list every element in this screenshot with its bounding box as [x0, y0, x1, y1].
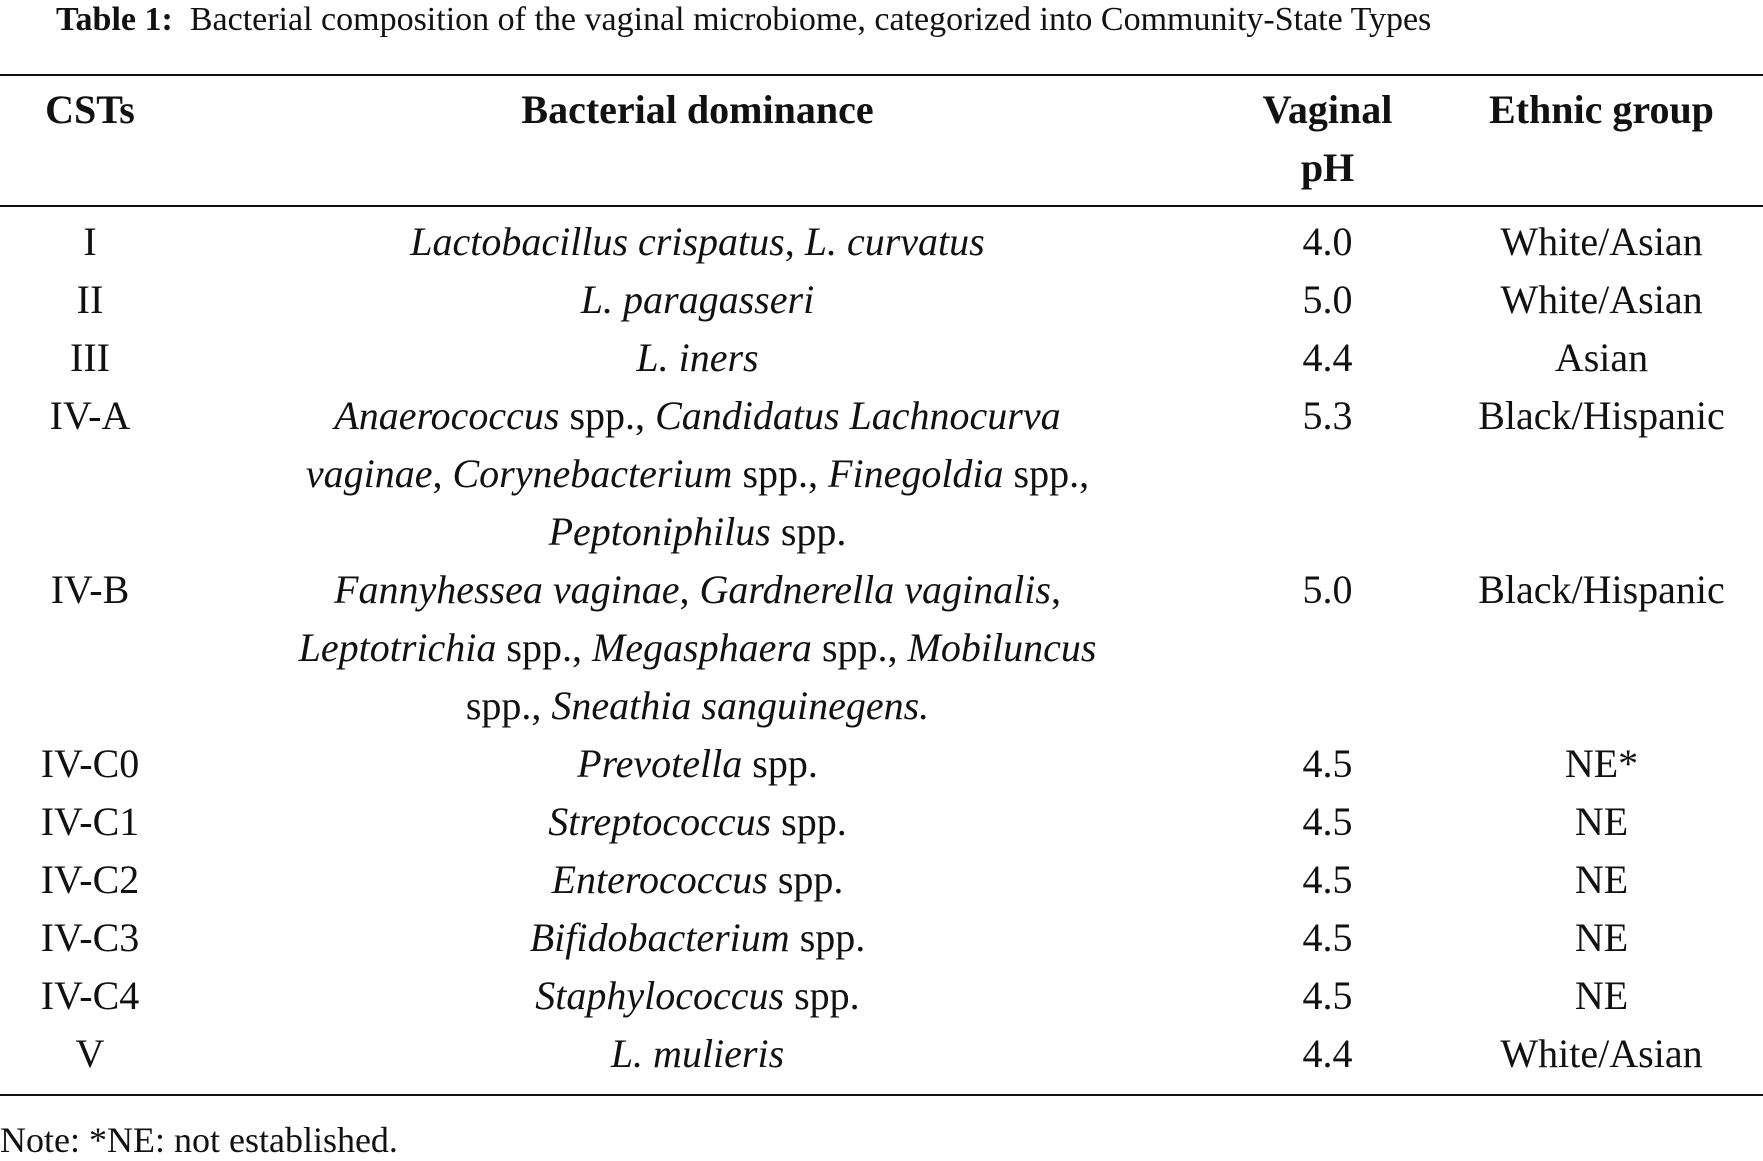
cell-vaginal-ph: 4.4: [1302, 1031, 1353, 1076]
table-row: [0, 205, 1763, 271]
table-row: [0, 329, 1763, 387]
cell-bacterial-dominance: [180, 205, 1215, 271]
table-row: [0, 909, 1763, 967]
taxon-name: Leptotrichia: [298, 625, 497, 670]
taxon-name: Fannyhessea vaginae: [334, 567, 680, 612]
cell-ethnic-group: White/Asian: [1500, 277, 1703, 322]
cell-ethnic-group: Asian: [1554, 335, 1649, 380]
table-row: [0, 793, 1763, 851]
taxon-separator: spp.: [767, 857, 844, 902]
taxon-name: Prevotella: [577, 741, 743, 786]
taxon-name: L. iners: [636, 335, 759, 380]
cell-cst: IV-B: [50, 567, 130, 612]
table-row: [0, 271, 1763, 329]
dominance-line: [180, 329, 1215, 387]
taxon-name: L. mulieris: [610, 1031, 785, 1076]
taxon-separator: ,: [432, 451, 453, 496]
table-caption-label: Table 1:: [56, 1, 173, 38]
cell-bacterial-dominance: [180, 851, 1215, 909]
table-row: [0, 851, 1763, 909]
cell-bacterial-dominance: [180, 793, 1215, 851]
cell-bacterial-dominance: [180, 329, 1215, 387]
table-row: [0, 387, 1763, 561]
cell-cst: IV-C3: [40, 915, 140, 960]
cell-cst: IV-C0: [40, 741, 140, 786]
cell-vaginal-ph: 4.5: [1302, 973, 1353, 1018]
cell-cst: IV-A: [49, 393, 131, 438]
taxon-name: Megasphaera: [591, 625, 812, 670]
taxon-name: vaginae: [305, 451, 433, 496]
cell-ethnic-group: NE: [1574, 799, 1629, 844]
cell-bacterial-dominance: [180, 1025, 1215, 1083]
header-csts: CSTs: [45, 87, 135, 132]
header-vaginal-ph-line1: Vaginal: [1262, 87, 1393, 132]
dominance-line: [180, 387, 1215, 445]
cell-vaginal-ph: 4.4: [1302, 335, 1353, 380]
table-row: [0, 1025, 1763, 1083]
dominance-line: [180, 619, 1215, 677]
cell-cst: V: [75, 1031, 105, 1076]
table-header-row: [0, 76, 1763, 205]
cell-vaginal-ph: 4.5: [1302, 799, 1353, 844]
cell-ethnic-group: Black/Hispanic: [1478, 567, 1725, 612]
taxon-name: Bifidobacterium: [529, 915, 790, 960]
taxon-separator: spp.: [770, 509, 847, 554]
taxon-separator: spp.,: [559, 393, 656, 438]
dominance-line: [180, 967, 1215, 1025]
taxon-name: Candidatus Lachnocurva: [655, 393, 1061, 438]
table-row: [0, 967, 1763, 1025]
taxon-separator: spp.: [771, 799, 847, 844]
taxon-name: Finegoldia: [828, 451, 1004, 496]
taxon-name: Lactobacillus crispatus: [410, 219, 785, 264]
table-bottom-rule: [0, 1094, 1763, 1096]
taxon-separator: spp.,: [496, 625, 592, 670]
cell-bacterial-dominance: [180, 967, 1215, 1025]
dominance-line: [180, 735, 1215, 793]
dominance-line: [180, 1025, 1215, 1083]
cell-ethnic-group: NE: [1574, 973, 1629, 1018]
taxon-name: Streptococcus: [548, 799, 772, 844]
cell-ethnic-group: NE*: [1564, 741, 1639, 786]
taxon-name: L. curvatus: [804, 219, 985, 264]
cell-cst: IV-C2: [40, 857, 140, 902]
cell-ethnic-group: Black/Hispanic: [1478, 393, 1725, 438]
cell-vaginal-ph: 4.5: [1302, 857, 1353, 902]
taxon-name: Mobiluncus: [907, 625, 1097, 670]
dominance-line: [180, 793, 1215, 851]
dominance-line: [180, 677, 1215, 735]
cell-cst: IV-C4: [40, 973, 140, 1018]
taxon-separator: spp.,: [732, 451, 829, 496]
table-note: Note: *NE: not established.: [0, 1120, 398, 1160]
cst-table: [0, 76, 1763, 1083]
cell-ethnic-group: White/Asian: [1500, 219, 1703, 264]
taxon-name: Corynebacterium: [452, 451, 733, 496]
cell-ethnic-group: NE: [1574, 915, 1629, 960]
header-ethnic-group: Ethnic group: [1489, 87, 1714, 132]
header-bacterial-dominance: Bacterial dominance: [521, 87, 874, 132]
taxon-name: Peptoniphilus: [548, 509, 771, 554]
cell-vaginal-ph: 4.0: [1302, 219, 1353, 264]
cell-vaginal-ph: 4.5: [1302, 915, 1353, 960]
taxon-separator: ,: [1050, 567, 1061, 612]
cell-vaginal-ph: 5.3: [1302, 393, 1353, 438]
cell-cst: III: [70, 335, 110, 380]
taxon-separator: spp.,: [465, 683, 552, 728]
dominance-line: [180, 213, 1215, 271]
taxon-separator: spp.,: [811, 625, 908, 670]
header-vaginal-ph: [1215, 76, 1440, 205]
cell-cst: II: [76, 277, 104, 322]
taxon-name: Staphylococcus: [535, 973, 785, 1018]
taxon-name: Sneathia sanguinegens.: [551, 683, 930, 728]
dominance-line: [180, 909, 1215, 967]
taxon-name: Gardnerella vaginalis: [699, 567, 1051, 612]
table-body: [0, 205, 1763, 1083]
dominance-line: [180, 851, 1215, 909]
cell-ethnic-group: NE: [1574, 857, 1629, 902]
cell-vaginal-ph: 5.0: [1302, 567, 1353, 612]
taxon-name: Enterococcus: [551, 857, 768, 902]
dominance-line: [180, 271, 1215, 329]
dominance-line: [180, 445, 1215, 503]
taxon-separator: spp.,: [1003, 451, 1090, 496]
dominance-line: [180, 561, 1215, 619]
taxon-name: L. paragasseri: [580, 277, 815, 322]
cell-bacterial-dominance: [180, 735, 1215, 793]
taxon-separator: spp.: [784, 973, 860, 1018]
taxon-name: Anaerococcus: [334, 393, 560, 438]
cell-bacterial-dominance: [180, 387, 1215, 561]
table-caption: [56, 0, 1431, 40]
cell-vaginal-ph: 4.5: [1302, 741, 1353, 786]
taxon-separator: spp.: [789, 915, 866, 960]
taxon-separator: spp.: [742, 741, 818, 786]
cell-bacterial-dominance: [180, 561, 1215, 735]
table-row: [0, 735, 1763, 793]
cell-vaginal-ph: 5.0: [1302, 277, 1353, 322]
taxon-separator: ,: [784, 219, 805, 264]
cell-ethnic-group: White/Asian: [1500, 1031, 1703, 1076]
table-caption-text: Bacterial composition of the vaginal microbiome, categorized into Community-State Types: [189, 1, 1432, 38]
dominance-line: [180, 503, 1215, 561]
cell-bacterial-dominance: [180, 271, 1215, 329]
taxon-separator: ,: [679, 567, 700, 612]
cell-cst: IV-C1: [40, 799, 140, 844]
cell-cst: I: [83, 219, 97, 264]
cell-bacterial-dominance: [180, 909, 1215, 967]
header-vaginal-ph-line2: pH: [1300, 145, 1355, 190]
table-row: [0, 561, 1763, 735]
